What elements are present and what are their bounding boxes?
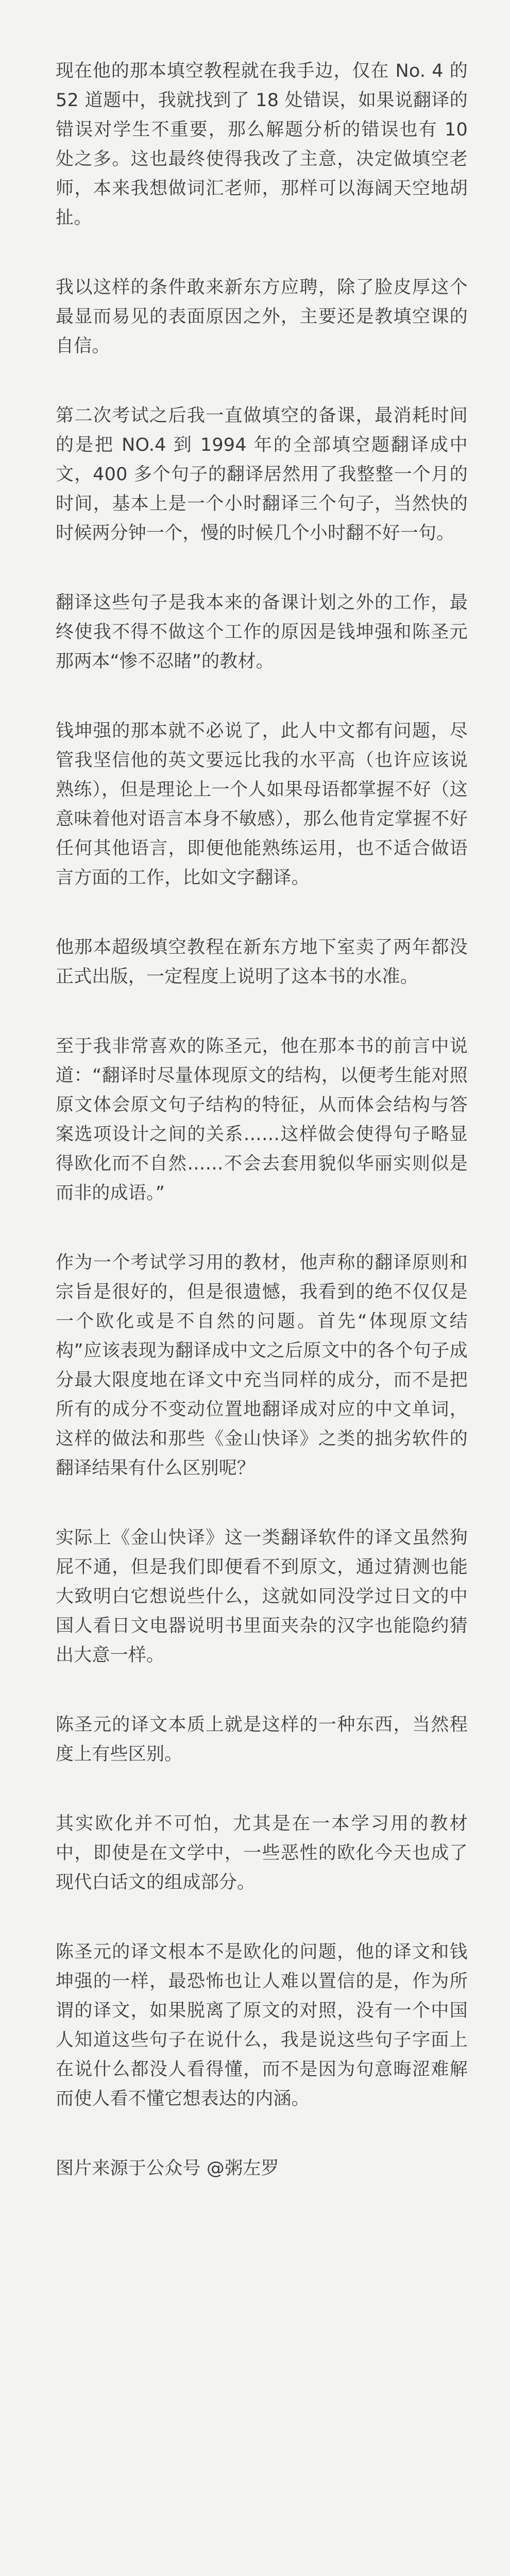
paragraph-10: 陈圣元的译文本质上就是这样的一种东西，当然程度上有些区别。: [56, 1715, 468, 1765]
paragraph-5: 钱坤强的那本就不必说了，此人中文都有问题，尽管我坚信他的英文要远比我的水平高（也许应该说熟练），但是理论上一个人如果母语都掌握不好（这意味着他对语言本身不敏感），那么他肯定掌握不好任何其他语言，即便他能熟练运用，也不适合做语言方面的工作，比如文字翻译。: [56, 721, 468, 888]
paragraph-4: 翻译这些句子是我本来的备课计划之外的工作，最终使我不得不做这个工作的原因是钱坤强和陈圣元那两本“惨不忍睹”的教材。: [56, 592, 468, 672]
paragraph-3: 第二次考试之后我一直做填空的备课，最消耗时间的是把 NO.4 到 1994 年的全部填空题翻译成中文，400 多个句子的翻译居然用了我整整一个月的时间，基本上是一个小时翻译三个句子，当然快的时候两分钟一个，慢的时候几个小时翻不好一句。: [56, 405, 468, 544]
paragraph-11: 其实欧化并不可怕，尤其是在一本学习用的教材中，即使是在文学中，一些恶性的欧化今天也成了现代白话文的组成部分。: [56, 1814, 468, 1893]
note-content: [56, 57, 468, 2183]
paragraph-7: 至于我非常喜欢的陈圣元，他在那本书的前言中说道：“翻译时尽量体现原文的结构，以便考生能对照原文体会原文句子结构的特征，从而体会结构与答案选项设计之间的关系……这样做会使得句子略显得欧化而不自然……不会去套用貌似华丽实则似是而非的成语。”: [56, 1036, 468, 1204]
paragraph-1: 现在他的那本填空教程就在我手边，仅在 No. 4 的 52 道题中，我就找到了 18 处错误，如果说翻译的错误对学生不重要，那么解题分析的错误也有 10 处之多。这也最终使得我改了主意，决定做填空老师，本来我想做词汇老师，那样可以海阔天空地胡扯。: [56, 61, 468, 228]
paragraph-9: 实际上《金山快译》这一类翻译软件的译文虽然狗屁不通，但是我们即便看不到原文，通过猜测也能大致明白它想说些什么，这就如同没学过日文的中国人看日文电器说明书里面夹杂的汉字也能隐约猜出大意一样。: [56, 1528, 468, 1666]
image-source-credit: 图片来源于公众号 @粥左罗: [56, 2158, 279, 2179]
paragraph-2: 我以这样的条件敢来新东方应聘，除了脸皮厚这个最显而易见的表面原因之外，主要还是教填空课的自信。: [56, 277, 468, 357]
paragraph-12: 陈圣元的译文根本不是欧化的问题，他的译文和钱坤强的一样，最恐怖也让人难以置信的是，作为所谓的译文，如果脱离了原文的对照，没有一个中国人知道这些句子在说什么，我是说这些句子字面上在说什么都没人看得懂，而不是因为句意晦涩难解而使人看不懂它想表达的内涵。: [56, 1942, 468, 2109]
paragraph-6: 他那本超级填空教程在新东方地下室卖了两年都没正式出版，一定程度上说明了这本书的水准。: [56, 937, 468, 987]
paragraph-8: 作为一个考试学习用的教材，他声称的翻译原则和宗旨是很好的，但是很遗憾，我看到的绝不仅仅是一个欧化或是不自然的问题。首先“体现原文结构”应该表现为翻译成中文之后原文中的各个句子成分最大限度地在译文中充当同样的成分，而不是把所有的成分不变动位置地翻译成对应的中文单词，这样的做法和那些《金山快译》之类的拙劣软件的翻译结果有什么区别呢？: [56, 1252, 468, 1479]
